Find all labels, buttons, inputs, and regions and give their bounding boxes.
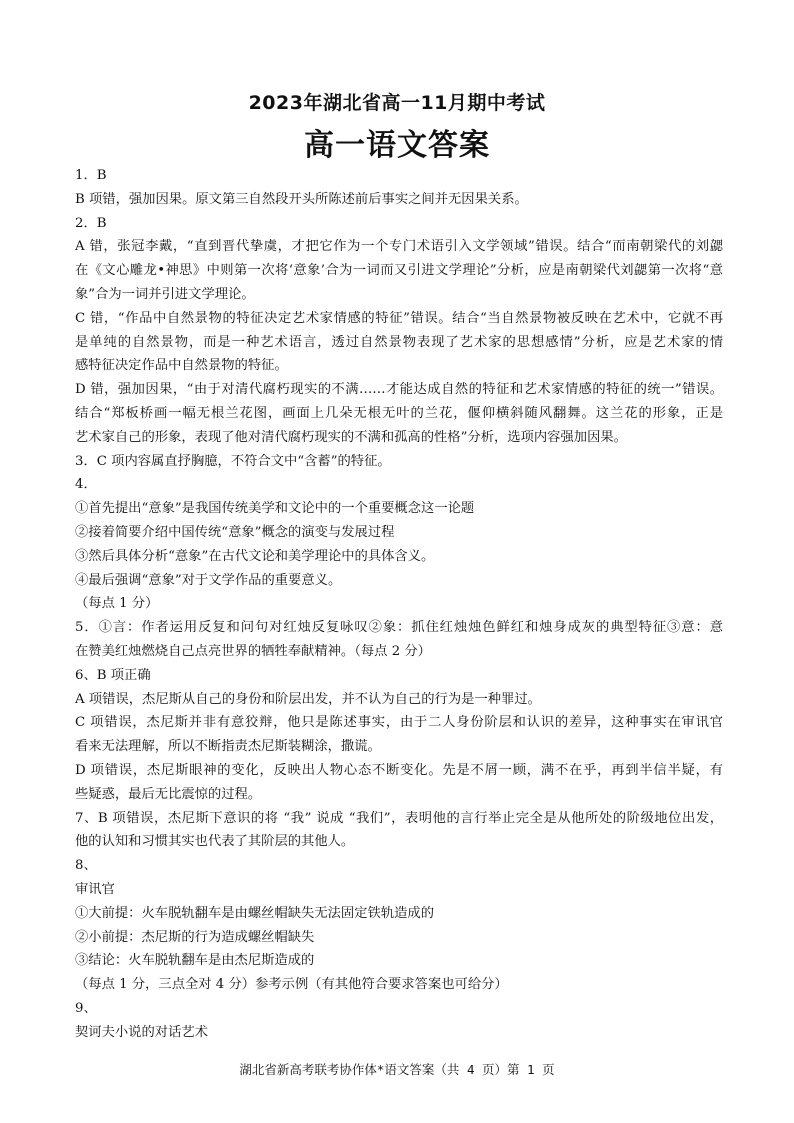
answer-line: 7、B 项错误，杰尼斯下意识的将 “我” 说成 “我们”，表明他的言行举止完全是从他所处的阶级地位出发， — [75, 810, 723, 826]
answer-line: 6、B 项正确 — [75, 667, 151, 683]
answer-line: 在赞美红烛燃烧自己点亮世界的牺牲奉献精神。（每点 2 分） — [75, 643, 431, 659]
answer-line: ②小前提：杰尼斯的行为造成螺丝帽缺失 — [75, 929, 315, 945]
answer-line: A 项错误，杰尼斯从自己的身份和阶层出发，并不认为自己的行为是一种罪过。 — [75, 691, 541, 707]
answer-line: ①首先提出“意象”是我国传统美学和文论中的一个重要概念这一论题 — [75, 501, 475, 517]
answer-line: 9、 — [75, 1000, 97, 1016]
page-title: 高一语文答案 — [304, 128, 490, 163]
answer-line: 8、 — [75, 858, 97, 874]
answer-line: D 项错误，杰尼斯眼神的变化，反映出人物心态不断变化。先是不屑一顾，满不在乎，再到半信半疑，有 — [75, 762, 723, 778]
answer-line: 些疑惑，最后无比震惊的过程。 — [75, 786, 262, 802]
answer-line: A 错，张冠李戴，“直到晋代挚虞，才把它作为一个专门术语引入文学领域”错误。结合“而南朝梁代的刘勰 — [75, 239, 723, 255]
answer-line: 象”合为一词并引进文学理论。 — [75, 286, 255, 302]
answer-line: 在《文心雕龙•神思》中则第一次将‘意象’合为一词而又引进文学理论”分析，应是南朝梁代刘勰第一次将“意 — [75, 263, 723, 279]
answer-line: 是单纯的自然景物，而是一种艺术语言，透过自然景物表现了艺术家的思想感情”分析，应是艺术家的情 — [75, 334, 723, 350]
answer-line: （每点 1 分，三点全对 4 分）参考示例（有其他符合要求答案也可给分） — [75, 977, 508, 993]
answer-line: 结合“郑板桥画一幅无根兰花图，画面上几朵无根无叶的兰花，偃仰横斜随风翻舞。这兰花的形象，正是 — [75, 405, 723, 421]
answer-line: （每点 1 分） — [75, 596, 159, 612]
answer-line: ③然后具体分析“意象”在古代文论和美学理论中的具体含义。 — [75, 548, 435, 564]
answer-line: 审讯官 — [75, 881, 115, 897]
answer-line: C 错，“作品中自然景物的特征决定艺术家情感的特征”错误。结合“当自然景物被反映在艺术中，它就不再 — [75, 310, 723, 326]
answer-line: 3．C 项内容属直抒胸臆，不符合文中“含蓄”的特征。 — [75, 453, 391, 469]
answer-line: 1．B — [75, 168, 107, 183]
answer-line: 看来无法理解，所以不断指责杰尼斯装糊涂，撒谎。 — [75, 739, 381, 755]
answer-body — [75, 164, 723, 1044]
exam-title: 2023年湖北省高一11月期中考试 — [248, 92, 546, 114]
answer-line: ④最后强调“意象”对于文学作品的重要意义。 — [75, 572, 342, 588]
answer-line: C 项错误，杰尼斯并非有意狡辩，他只是陈述事实，由于二人身份阶层和认识的差异，这种事实在审讯官 — [75, 715, 723, 731]
answer-line: ①大前提：火车脱轨翻车是由螺丝帽缺失无法固定铁轨造成的 — [75, 905, 435, 921]
answer-line: ②接着简要介绍中国传统“意象”概念的演变与发展过程 — [75, 524, 395, 540]
answer-line: 感特征决定作品中自然景物的特征。 — [75, 358, 288, 374]
answer-line: 契诃夫小说的对话艺术 — [75, 1024, 208, 1040]
answer-line: D 错，强加因果，“由于对清代腐朽现实的不满……才能达成自然的特征和艺术家情感的特征的统一”错误。 — [75, 382, 723, 398]
answer-line: ③结论：火车脱轨翻车是由杰尼斯造成的 — [75, 953, 315, 969]
answer-line: 艺术家自己的形象，表现了他对清代腐朽现实的不满和孤高的性格”分析，选项内容强加因果。 — [75, 429, 627, 445]
page-footer: 湖北省新高考联考协作体*语文答案（共 4 页）第 1 页 — [239, 1062, 555, 1077]
answer-line: 4． — [75, 477, 97, 493]
answer-line: 5．①言：作者运用反复和问句对红烛反复咏叹②象：抓住红烛烛色鲜红和烛身成灰的典型特征③意：意 — [75, 620, 723, 636]
answer-line: 2．B — [75, 215, 107, 231]
answer-line: B 项错，强加因果。原文第三自然段开头所陈述前后事实之间并无因果关系。 — [75, 191, 528, 207]
answer-line: 他的认知和习惯其实也代表了其阶层的其他人。 — [75, 834, 355, 850]
